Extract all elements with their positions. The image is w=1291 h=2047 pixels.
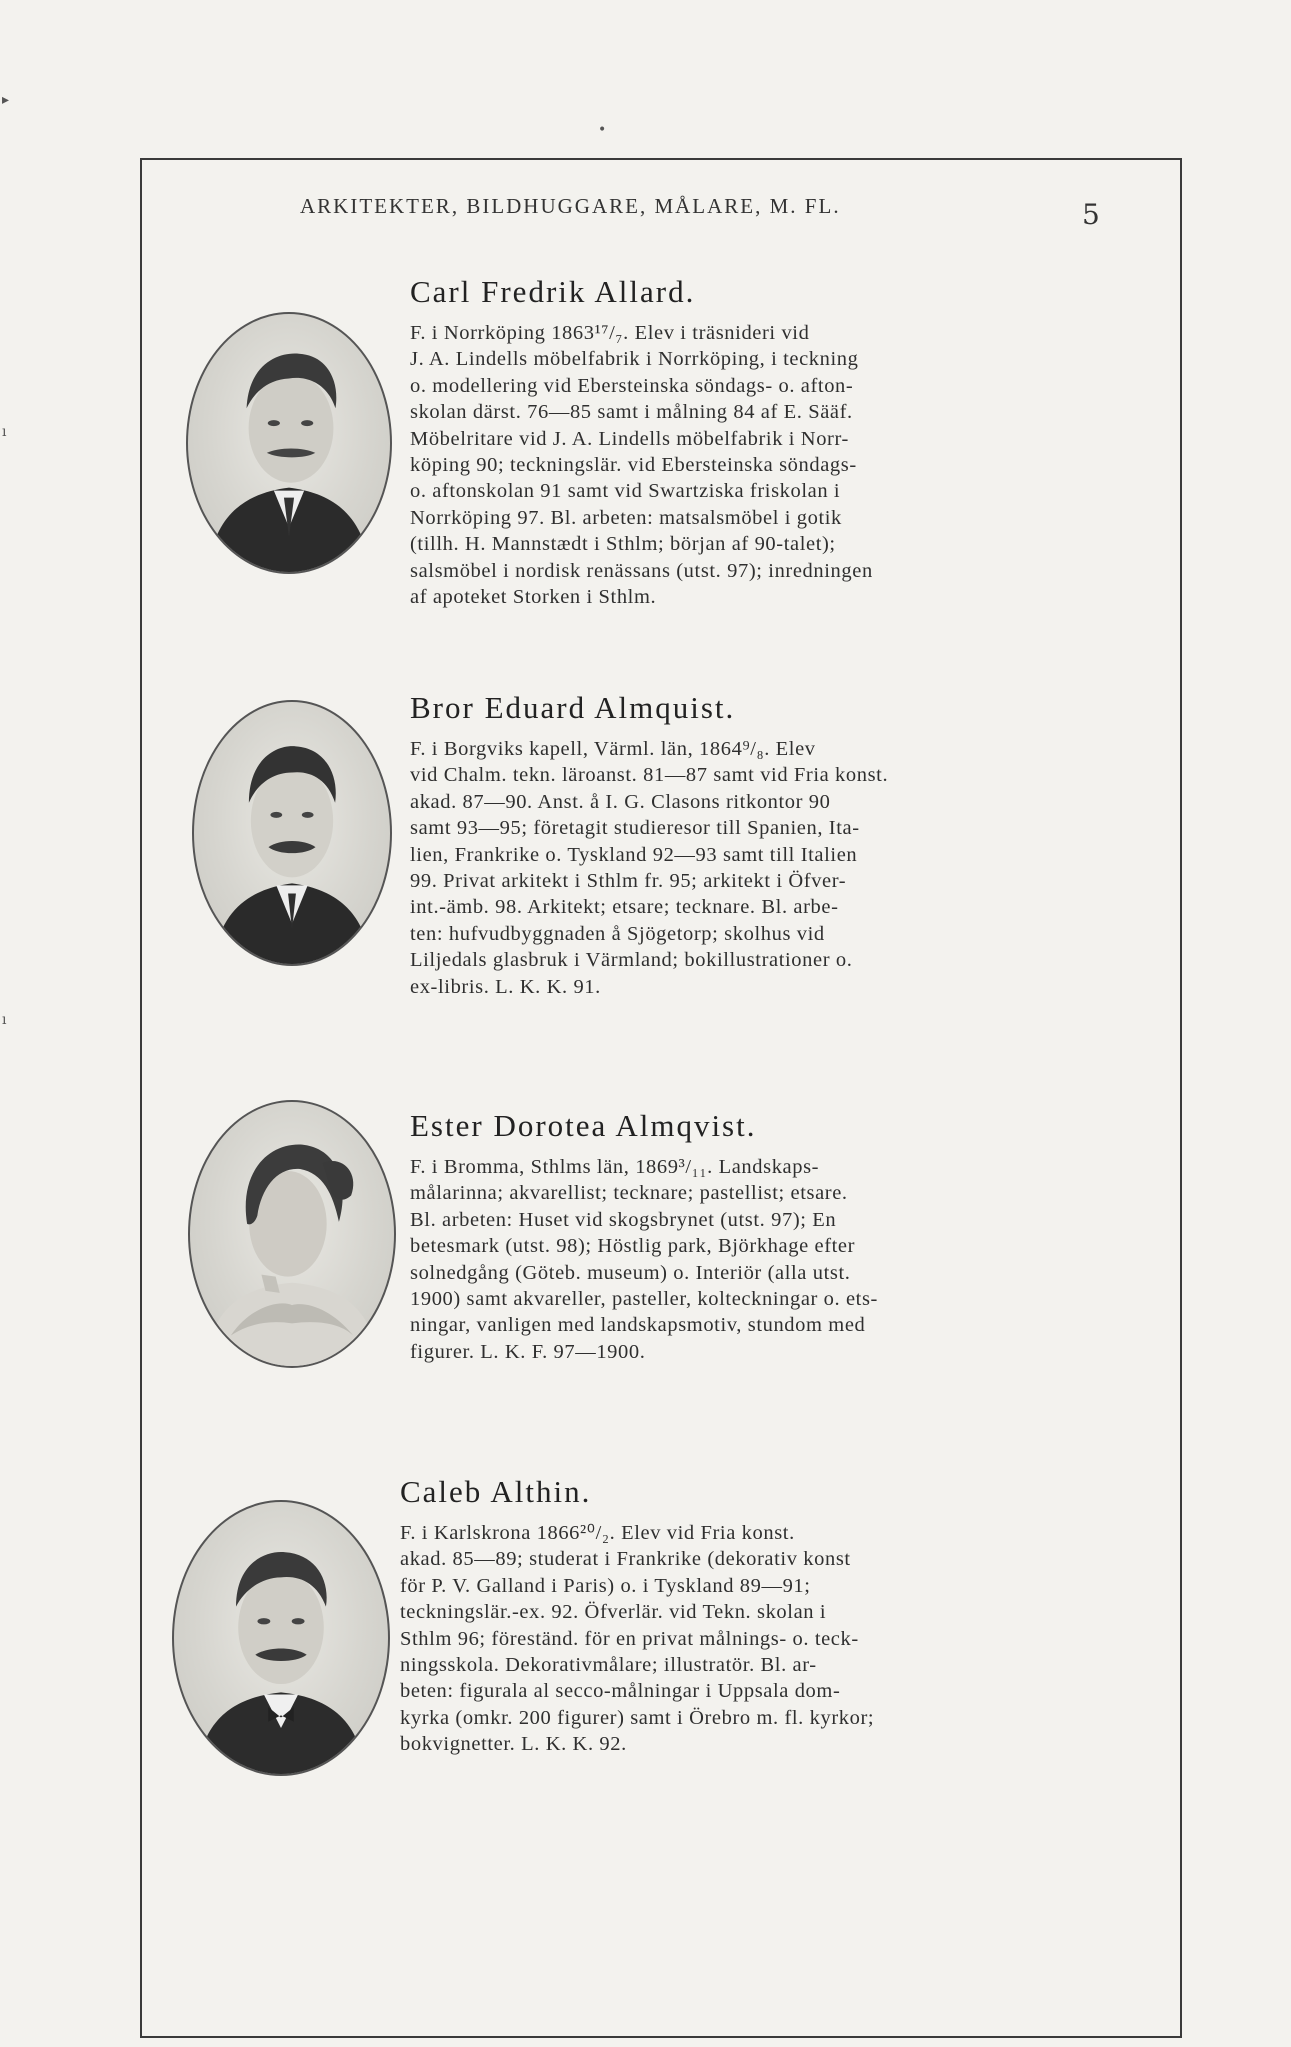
running-head: ARKITEKTER, BILDHUGGARE, MÅLARE, M. FL. <box>300 194 841 218</box>
margin-mark: ▸ <box>2 92 10 108</box>
entry-line: J. A. Lindells möbelfabrik i Norrköping, i teckning <box>410 348 859 371</box>
entry-line: betesmark (utst. 98); Höstlig park, Björkhage efter <box>410 1235 856 1258</box>
entry-line: skolan därst. 76—85 samt i målning 84 af E. Sääf. <box>410 401 853 424</box>
entry-line: Bl. arbeten: Huset vid skogsbrynet (utst. 97); En <box>410 1208 837 1231</box>
entry-line: Norrköping 97. Bl. arbeten: matsalsmöbel i gotik <box>410 506 842 529</box>
entry-line: ningsskola. Dekorativmålare; illustratör. Bl. ar- <box>400 1654 817 1677</box>
entry-body <box>410 736 888 1000</box>
margin-mark: • <box>598 122 607 138</box>
margin-mark: ı <box>2 1012 7 1028</box>
woman-portrait-icon <box>190 1102 394 1366</box>
entry-line: figurer. L. K. F. 97—1900. <box>410 1340 646 1363</box>
entry-line: Möbelritare vid J. A. Lindells möbelfabrik i Norr- <box>410 427 849 450</box>
man-portrait-icon <box>194 702 390 964</box>
portrait-ester-dorotea-almqvist <box>188 1100 396 1368</box>
portrait-caleb-althin <box>172 1500 390 1776</box>
entry-line: F. i Norrköping 1863¹⁷/₇. Elev i träsnideri vid <box>410 322 810 344</box>
entry-line: målarinna; akvarellist; tecknare; pastellist; etsare. <box>410 1182 848 1205</box>
entry-line: Liljedals glasbruk i Värmland; bokillustrationer o. <box>410 949 853 972</box>
entry-line: 99. Privat arkitekt i Sthlm fr. 95; arkitekt i Öfver- <box>410 870 847 893</box>
entry-line: ningar, vanligen med landskapsmotiv, stundom med <box>410 1314 866 1337</box>
entry-line: samt 93—95; företagit studieresor till Spanien, Ita- <box>410 817 860 840</box>
entry-line: köping 90; teckningslär. vid Ebersteinska söndags- <box>410 454 857 477</box>
entry-line: (tillh. H. Mannstædt i Sthlm; början af 90-talet); <box>410 533 836 556</box>
entry-line: salsmöbel i nordisk renässans (utst. 97); inredningen <box>410 559 873 582</box>
entry-line: F. i Karlskrona 1866²⁰/₂. Elev vid Fria konst. <box>400 1522 795 1544</box>
entry-line: int.-ämb. 98. Arkitekt; etsare; tecknare. Bl. arbe- <box>410 896 839 919</box>
entry-body <box>400 1520 874 1758</box>
entry-line: för P. V. Galland i Paris) o. i Tyskland 89—91; <box>400 1574 811 1597</box>
entry-line: 1900) samt akvareller, pasteller, kolteckningar o. ets- <box>410 1288 878 1311</box>
entry-line: F. i Borgviks kapell, Värml. län, 1864⁹/₈. Elev <box>410 738 816 760</box>
man-portrait-icon <box>174 1502 388 1774</box>
entry-line: lien, Frankrike o. Tyskland 92—93 samt till Italien <box>410 843 858 866</box>
entry-body <box>410 1154 878 1365</box>
entry-line: beten: figurala al secco-målningar i Uppsala dom- <box>400 1680 841 1703</box>
page-number: 5 <box>1082 198 1100 231</box>
entry-line: akad. 85—89; studerat i Frankrike (dekorativ konst <box>400 1548 851 1571</box>
entry-name: Caleb Althin. <box>400 1474 592 1509</box>
entry-line: o. modellering vid Ebersteinska söndags- o. afton- <box>410 374 854 397</box>
entry-name: Bror Eduard Almquist. <box>410 690 736 725</box>
man-portrait-icon <box>188 314 390 572</box>
entry-line: bokvignetter. L. K. K. 92. <box>400 1733 627 1756</box>
entry-line: teckningslär.-ex. 92. Öfverlär. vid Tekn. skolan i <box>400 1601 827 1624</box>
entry-line: af apoteket Storken i Sthlm. <box>410 586 657 609</box>
entry-line: kyrka (omkr. 200 figurer) samt i Örebro m. fl. kyrkor; <box>400 1706 875 1729</box>
entry-line: o. aftonskolan 91 samt vid Swartziska friskolan i <box>410 480 841 503</box>
entry-line: ex-libris. L. K. K. 91. <box>410 975 601 998</box>
entry-body <box>410 320 873 610</box>
entry-name: Carl Fredrik Allard. <box>410 274 696 309</box>
portrait-carl-fredrik-allard <box>186 312 392 574</box>
portrait-bror-eduard-almquist <box>192 700 392 966</box>
entry-name: Ester Dorotea Almqvist. <box>410 1108 757 1143</box>
entry-line: Sthlm 96; föreständ. för en privat målnings- o. teck- <box>400 1627 859 1650</box>
entry-line: F. i Bromma, Sthlms län, 1869³/₁₁. Landskaps- <box>410 1156 820 1178</box>
entry-line: vid Chalm. tekn. läroanst. 81—87 samt vid Fria konst. <box>410 764 889 787</box>
entry-line: akad. 87—90. Anst. å I. G. Clasons ritkontor 90 <box>410 790 831 813</box>
entry-line: solnedgång (Göteb. museum) o. Interiör (alla utst. <box>410 1261 851 1284</box>
margin-mark: ı <box>2 424 7 440</box>
entry-line: ten: hufvudbyggnaden å Sjögetorp; skolhus vid <box>410 922 825 945</box>
